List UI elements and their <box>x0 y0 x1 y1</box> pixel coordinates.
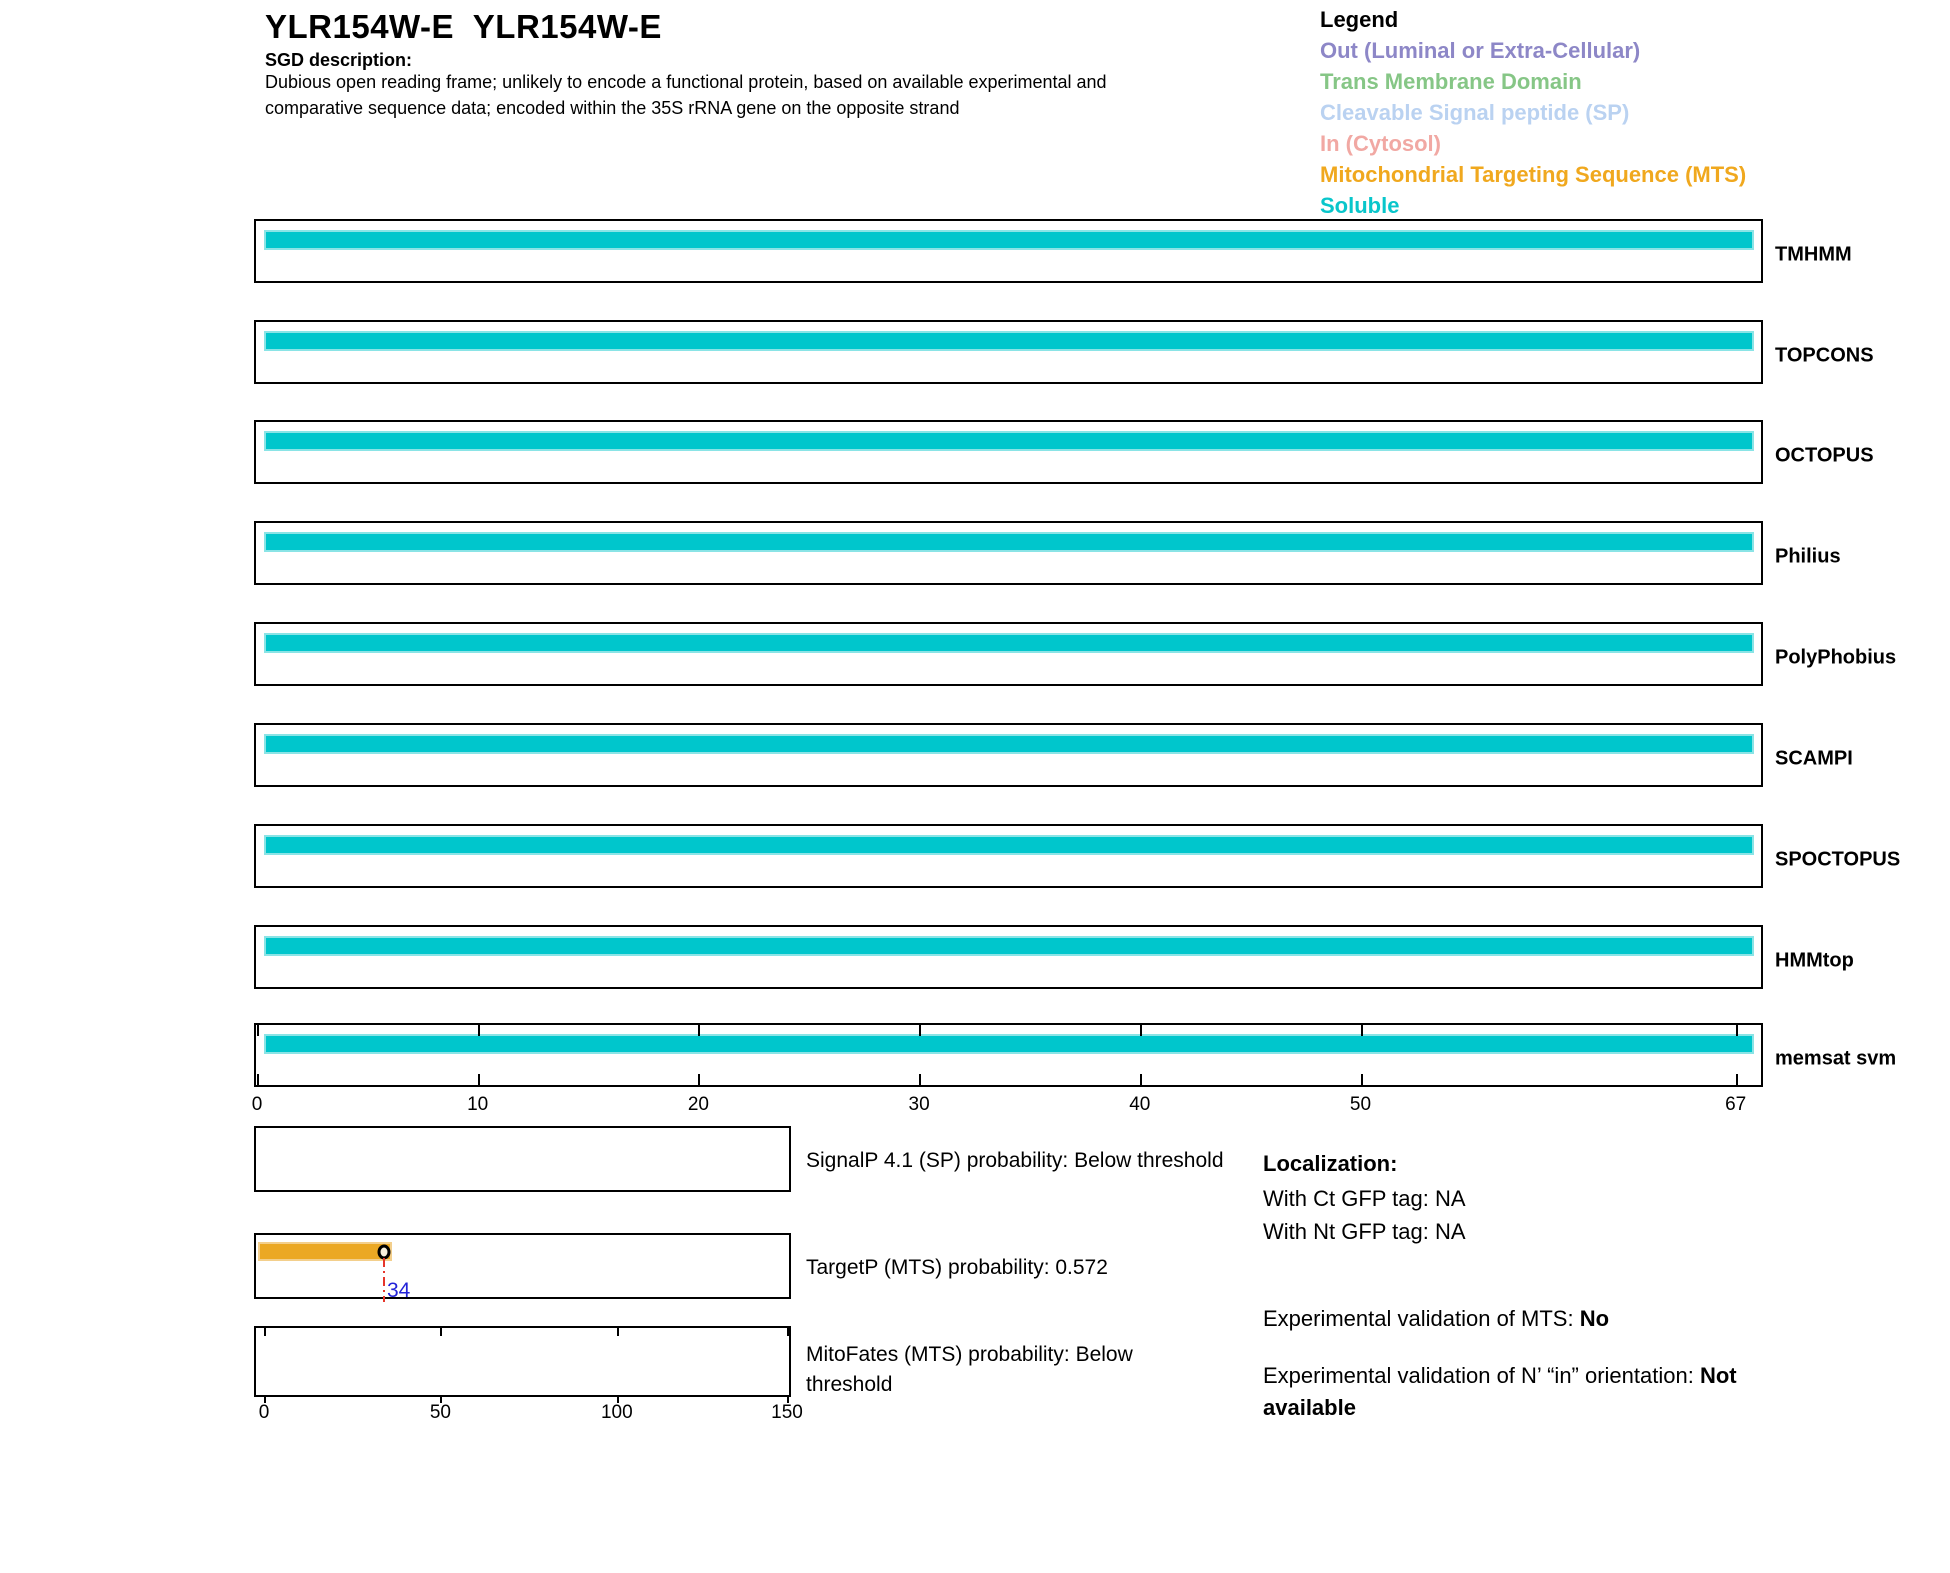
soluble-span-bar <box>264 835 1754 855</box>
track-label: memsat svm <box>1775 1047 1897 1070</box>
soluble-span-bar <box>264 331 1754 351</box>
track-label: TMHMM <box>1775 243 1852 266</box>
soluble-span-bar <box>264 532 1754 552</box>
legend <box>1320 4 1746 221</box>
residue-axis-label: 40 <box>1129 1094 1151 1115</box>
mitofates-tick <box>264 1328 266 1336</box>
orientation-value: Not available <box>1263 1363 1737 1420</box>
mitofates-tick <box>787 1328 789 1336</box>
soluble-span-bar <box>264 230 1754 250</box>
residue-tick <box>698 1074 700 1085</box>
soluble-span-bar <box>264 734 1754 754</box>
track-label: PolyPhobius <box>1775 646 1897 669</box>
legend-entry: Trans Membrane Domain <box>1320 69 1582 94</box>
prediction-track-box <box>254 723 1763 787</box>
cleavage-site-marker <box>377 1244 390 1259</box>
legend-entry: Mitochondrial Targeting Sequence (MTS) <box>1320 162 1747 187</box>
residue-tick <box>1736 1074 1738 1085</box>
nt-gfp-tag-line: With Nt GFP tag: NA <box>1263 1219 1466 1244</box>
track-label: OCTOPUS <box>1775 444 1874 467</box>
residue-tick <box>1736 1025 1738 1036</box>
residue-axis-label: 20 <box>687 1094 709 1115</box>
prediction-track-box <box>254 925 1763 989</box>
signalp-plot-box <box>254 1126 791 1192</box>
residue-tick <box>1361 1074 1363 1085</box>
legend-entry: Soluble <box>1320 193 1400 218</box>
prediction-track-box <box>254 420 1763 484</box>
legend-entry: In (Cytosol) <box>1320 131 1441 156</box>
track-label: Philius <box>1775 545 1841 568</box>
residue-tick <box>478 1074 480 1085</box>
mitofates-label: MitoFates (MTS) probability: Below threshold <box>806 1343 1133 1396</box>
residue-tick <box>478 1025 480 1036</box>
targetp-mts-bar <box>258 1242 392 1261</box>
residue-axis-label: 10 <box>467 1094 489 1115</box>
track-label: SCAMPI <box>1775 747 1853 770</box>
mitofates-tick <box>440 1328 442 1336</box>
residue-tick <box>1140 1025 1142 1036</box>
residue-axis-label: 50 <box>1349 1094 1372 1115</box>
sgd-description-line2: comparative sequence data; encoded within the 35S rRNA gene on the opposite strand <box>265 98 960 118</box>
mitofates-axis-label: 50 <box>429 1402 451 1423</box>
ct-gfp-tag-line: With Ct GFP tag: NA <box>1263 1186 1466 1211</box>
legend-entry: Cleavable Signal peptide (SP) <box>1320 100 1630 125</box>
residue-tick <box>1361 1025 1363 1036</box>
track-label: SPOCTOPUS <box>1775 848 1901 871</box>
mitofates-plot-box <box>254 1326 791 1397</box>
sgd-description-label: SGD description: <box>265 50 413 70</box>
residue-tick <box>1140 1074 1142 1085</box>
cleavage-position-label: 34 <box>386 1279 411 1302</box>
residue-tick <box>919 1025 921 1036</box>
prediction-track-box <box>254 824 1763 888</box>
prediction-track-box <box>254 622 1763 686</box>
mts-validation-line <box>1263 1303 1609 1335</box>
prediction-track-box <box>254 521 1763 585</box>
soluble-span-bar <box>264 431 1754 451</box>
residue-tick <box>257 1025 259 1036</box>
prediction-track-box <box>254 219 1763 283</box>
residue-axis-label: 30 <box>908 1094 930 1115</box>
cleavage-site-line <box>383 1258 385 1302</box>
mitofates-tick <box>617 1328 619 1336</box>
legend-entry: Out (Luminal or Extra-Cellular) <box>1320 38 1641 63</box>
soluble-span-bar <box>264 633 1754 653</box>
orientation-validation-line <box>1263 1360 1741 1424</box>
residue-axis-label: 67 <box>1725 1094 1747 1115</box>
targetp-label: TargetP (MTS) probability: 0.572 <box>806 1256 1108 1279</box>
track-label: HMMtop <box>1775 949 1854 972</box>
residue-tick <box>919 1074 921 1085</box>
mitofates-axis-label: 100 <box>600 1402 633 1423</box>
signalp-label: SignalP 4.1 (SP) probability: Below threshold <box>806 1149 1224 1172</box>
residue-tick <box>257 1074 259 1085</box>
mts-validation-value: No <box>1579 1306 1610 1331</box>
prediction-track-box <box>254 320 1763 384</box>
sgd-description-line1: Dubious open reading frame; unlikely to encode a functional protein, based on available experimental and <box>265 72 1107 92</box>
prediction-track-box <box>254 1023 1763 1087</box>
residue-tick <box>698 1025 700 1036</box>
mitofates-axis-label: 0 <box>258 1402 270 1423</box>
orientation-prefix: Experimental validation of N’ “in” orientation: <box>1263 1363 1700 1388</box>
mts-validation-prefix: Experimental validation of MTS: <box>1263 1306 1580 1331</box>
soluble-span-bar <box>264 936 1754 956</box>
page-title: YLR154W-E YLR154W-E <box>265 8 662 45</box>
track-label: TOPCONS <box>1775 344 1874 367</box>
soluble-span-bar <box>264 1034 1754 1054</box>
localization-title: Localization: <box>1263 1151 1398 1176</box>
legend-title: Legend <box>1320 7 1399 32</box>
mitofates-axis-label: 150 <box>771 1402 803 1423</box>
residue-axis-label: 0 <box>251 1094 263 1115</box>
